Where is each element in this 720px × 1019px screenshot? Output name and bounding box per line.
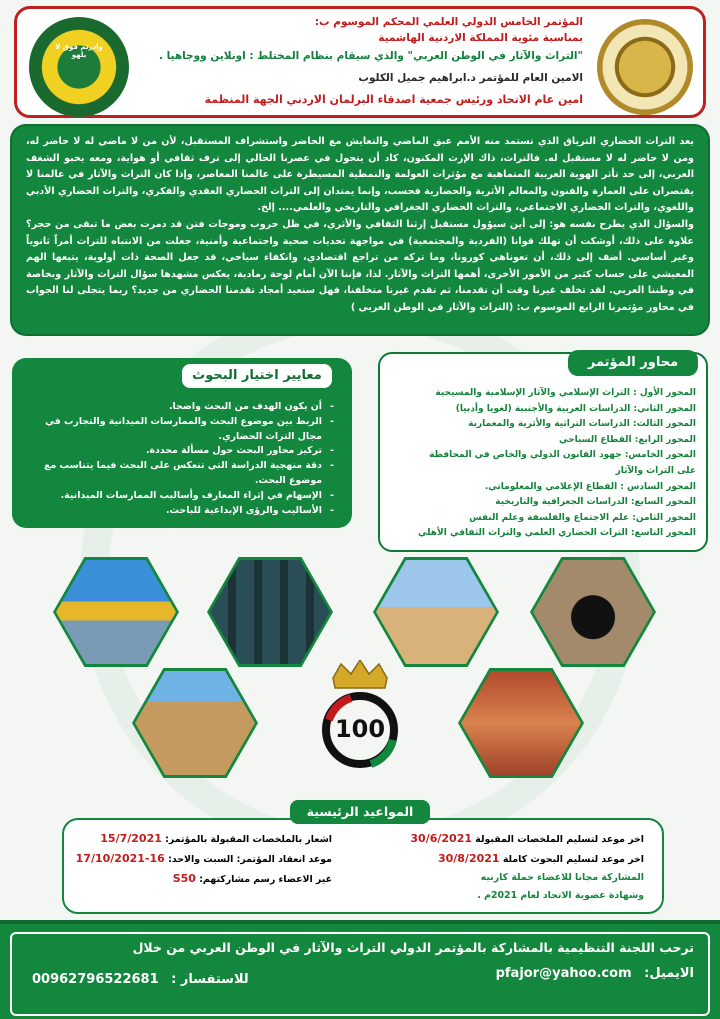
criteria-list	[24, 400, 334, 518]
intro-panel	[12, 126, 708, 334]
axes-item: المحور الأول : التراث الإسلامي والآثار الإسلامية والمسيحية	[435, 388, 696, 398]
centenary-logo	[311, 660, 409, 770]
date-value: 15/7/2021	[100, 832, 162, 845]
date-row	[410, 832, 644, 845]
date-row: وشهادة عضوية الاتحاد لعام 2021م .	[477, 890, 644, 901]
date-row: المشاركة مجانا للاعضاء حملة كارنيه	[480, 872, 644, 883]
header-line-3: "التراث والآثار في الوطن العربي" والذي سيقام بنظام المختلط : اونلاين ووجاهيا .	[158, 50, 583, 62]
date-row	[438, 852, 644, 865]
date-row	[76, 852, 332, 865]
date-label: اخر موعد لتسليم الملخصات المقبولة	[475, 834, 644, 845]
criteria-item: - تركيز محاور البحث حول مسألة محددة.	[24, 444, 334, 459]
axes-item: المحور الثالث: الدراسات التراثية والأثرية والمعمارية	[468, 419, 696, 430]
footer-email-row	[496, 966, 694, 981]
parliament-friends-logo	[29, 17, 129, 117]
criteria-item: - الربط بين موضوع البحث والممارسات الميدانية والتجارب في مجال التراث الحضاري.	[24, 415, 334, 445]
header	[14, 6, 706, 118]
axes-item: المحور السابع: الدراسات الجغرافية والتاريخية	[495, 497, 696, 508]
header-line-1: المؤتمر الخامس الدولي العلمي المحكم الموسوم ب:	[314, 16, 583, 28]
intro-paragraph-1: يعد التراث الحضاري الترياق الذي تستمد منه الأمم عبق الماضي والتعايش مع الحاضر واستشراف المستقبل، لأن من لا ماضي له لا حاضر له، ومن لا حاضر له لا مستقبل له. فالتراث، ذاك الإرث المكنون، كاد أن يتحول في عصرنا الحالي إلى ترف ثقافي أو هواية، ومعه يخبو الشغف العربي، إلى حد تأثر الهوية العربية المتماهية مع مؤثرات العولمة والنمطية المسيطرة على عالمنا المعاصر، وإذا كان التراث والآثار في عالمنا لا يقتصران على العمارة والفنون والمعالم الأثرية والحضارية فحسب، وإنما يمتدان إلى التراث الحضاري العقدي والفكري، والتراث الحضاري الأدبي واللغوي، والتراث الحضاري الاجتماعي، والتراث الحضاري الجغرافي والتاريخي والعلمي.... إلخ.	[26, 136, 694, 214]
criteria-title: معايير اختيار البحوث	[182, 364, 332, 388]
header-line-2: بمناسبة مئوية المملكة الاردنية الهاشمية	[378, 32, 583, 44]
axes-item: على التراث والآثار	[615, 465, 696, 476]
date-row	[173, 872, 332, 885]
date-label: غير الاعضاء رسم مشاركتهم:	[199, 874, 332, 885]
footer-phone-row	[32, 972, 249, 987]
criteria-item: - الأساليب والرؤى الإبداعية للباحث.	[24, 504, 334, 519]
axes-list	[384, 386, 696, 542]
dates-title: المواعيد الرئيسية	[290, 800, 430, 824]
phone-number[interactable]: 00962796522681	[32, 972, 159, 987]
date-label: موعد انعقاد المؤتمر: السبت والاحد:	[168, 854, 332, 865]
key-dates-panel	[62, 818, 664, 914]
header-line-4: الامين العام للمؤتمر د.ابراهيم جميل الكلوب	[358, 72, 583, 84]
date-label: اشعار بالملخصات المقبولة بالمؤتمر:	[165, 834, 332, 845]
email-link[interactable]: pfajor@yahoo.com	[495, 966, 632, 981]
arab-union-logo	[597, 19, 693, 115]
axes-item: المحور الثاني: الدراسات العربية والأجنبية (لغويا وأدبيا)	[455, 403, 696, 414]
axes-item: المحور التاسع: التراث الحضاري العلمي والتراث الثقافي الأهلي	[418, 528, 696, 539]
axes-item: المحور الثامن: علم الاجتماع والفلسفة وعلم النفس	[469, 512, 696, 523]
date-value: 30/6/2021	[410, 832, 473, 845]
criteria-item: - أن يكون الهدف من البحث واضحا.	[24, 400, 334, 415]
date-value: S50	[172, 872, 196, 885]
phone-label: للاستفسار :	[171, 972, 249, 987]
date-value: 30/8/2021	[437, 852, 500, 865]
footer	[0, 920, 720, 1019]
date-label: اخر موعد لتسليم البحوث كاملة	[502, 854, 644, 865]
header-line-5: امين عام الاتحاد ورئيس جمعية اصدقاء البرلمان الاردني الجهة المنظمة	[204, 93, 583, 106]
axes-item: المحور السادس : القطاع الإعلامي والمعلوماتي.	[484, 481, 696, 492]
criteria-item: - دقة منهجية الدراسة التي تنعكس على البحث فيما يتناسب مع موضوع البحث.	[24, 459, 334, 489]
axes-item: المحور الرابع: القطاع السياحي	[559, 434, 696, 445]
intro-paragraph-2: والسؤال الذي يطرح نفسه هو: إلى أين سيؤول مستقبل إرثنا الثقافي والأثري، في ظل حروب وموجات فتن قد دمرت بعض ما تبقى من حجر؟ علاوة على ذلك، أوشكت أن تهلك قوانا (الفردية والمجتمعية) في مواجهة تحديات صحية واجتماعية وأمنية، جعلت من الانتباه للتراث أمراً ثانوياً وغير أساسي. أضف إلى ذلك، أن تعوناهي كورونا، وما تركه من تراجع اقتصادي، وانكفاء سياحي، قد جعل الصحة ذات أولوية، يتبعها الهم المعيشي على حساب كثير من الأمور الأخرى، أهمها التراث والآثار. لذا، فإننا الآن أمام لوحة رمادية، يعكس مشهدها سؤال التراث والآثار وبخاصة في وطننا العربي. لقد تخلف غيرنا وقت أن تقدمنا، ثم تقدم غيرنا متخلفنا، فهل سنعيد أمجاد تقدمنا الحضاري من جديد؟ ربما يتجلى لنا الجواب في محاور مؤتمرنا الرابع الموسوم ب: (التراث والآثار في الوطن العربي )	[26, 218, 694, 313]
email-label: الايميل:	[644, 966, 694, 981]
criteria-item: - الإسهام في إثراء المعارف وأساليب الممارسات الميدانية.	[24, 489, 334, 504]
research-criteria-panel	[12, 358, 352, 528]
date-value: 16-17/10/2021	[75, 852, 165, 865]
footer-invitation: ترحب اللجنة التنظيمية بالمشاركة بالمؤتمر الدولي التراث والآثار في الوطن العربي من خلال	[132, 940, 694, 955]
conference-axes-panel	[378, 352, 708, 552]
axes-item: المحور الخامس: جهود القانون الدولي والخاص في المحافظة	[429, 450, 696, 461]
centenary-number: 100	[334, 715, 386, 743]
date-row	[100, 832, 332, 845]
footer-frame	[10, 932, 710, 1016]
axes-title: محاور المؤتمر	[568, 350, 698, 376]
logo-left-text: وادرتم فوق لا يلهو	[55, 43, 103, 59]
